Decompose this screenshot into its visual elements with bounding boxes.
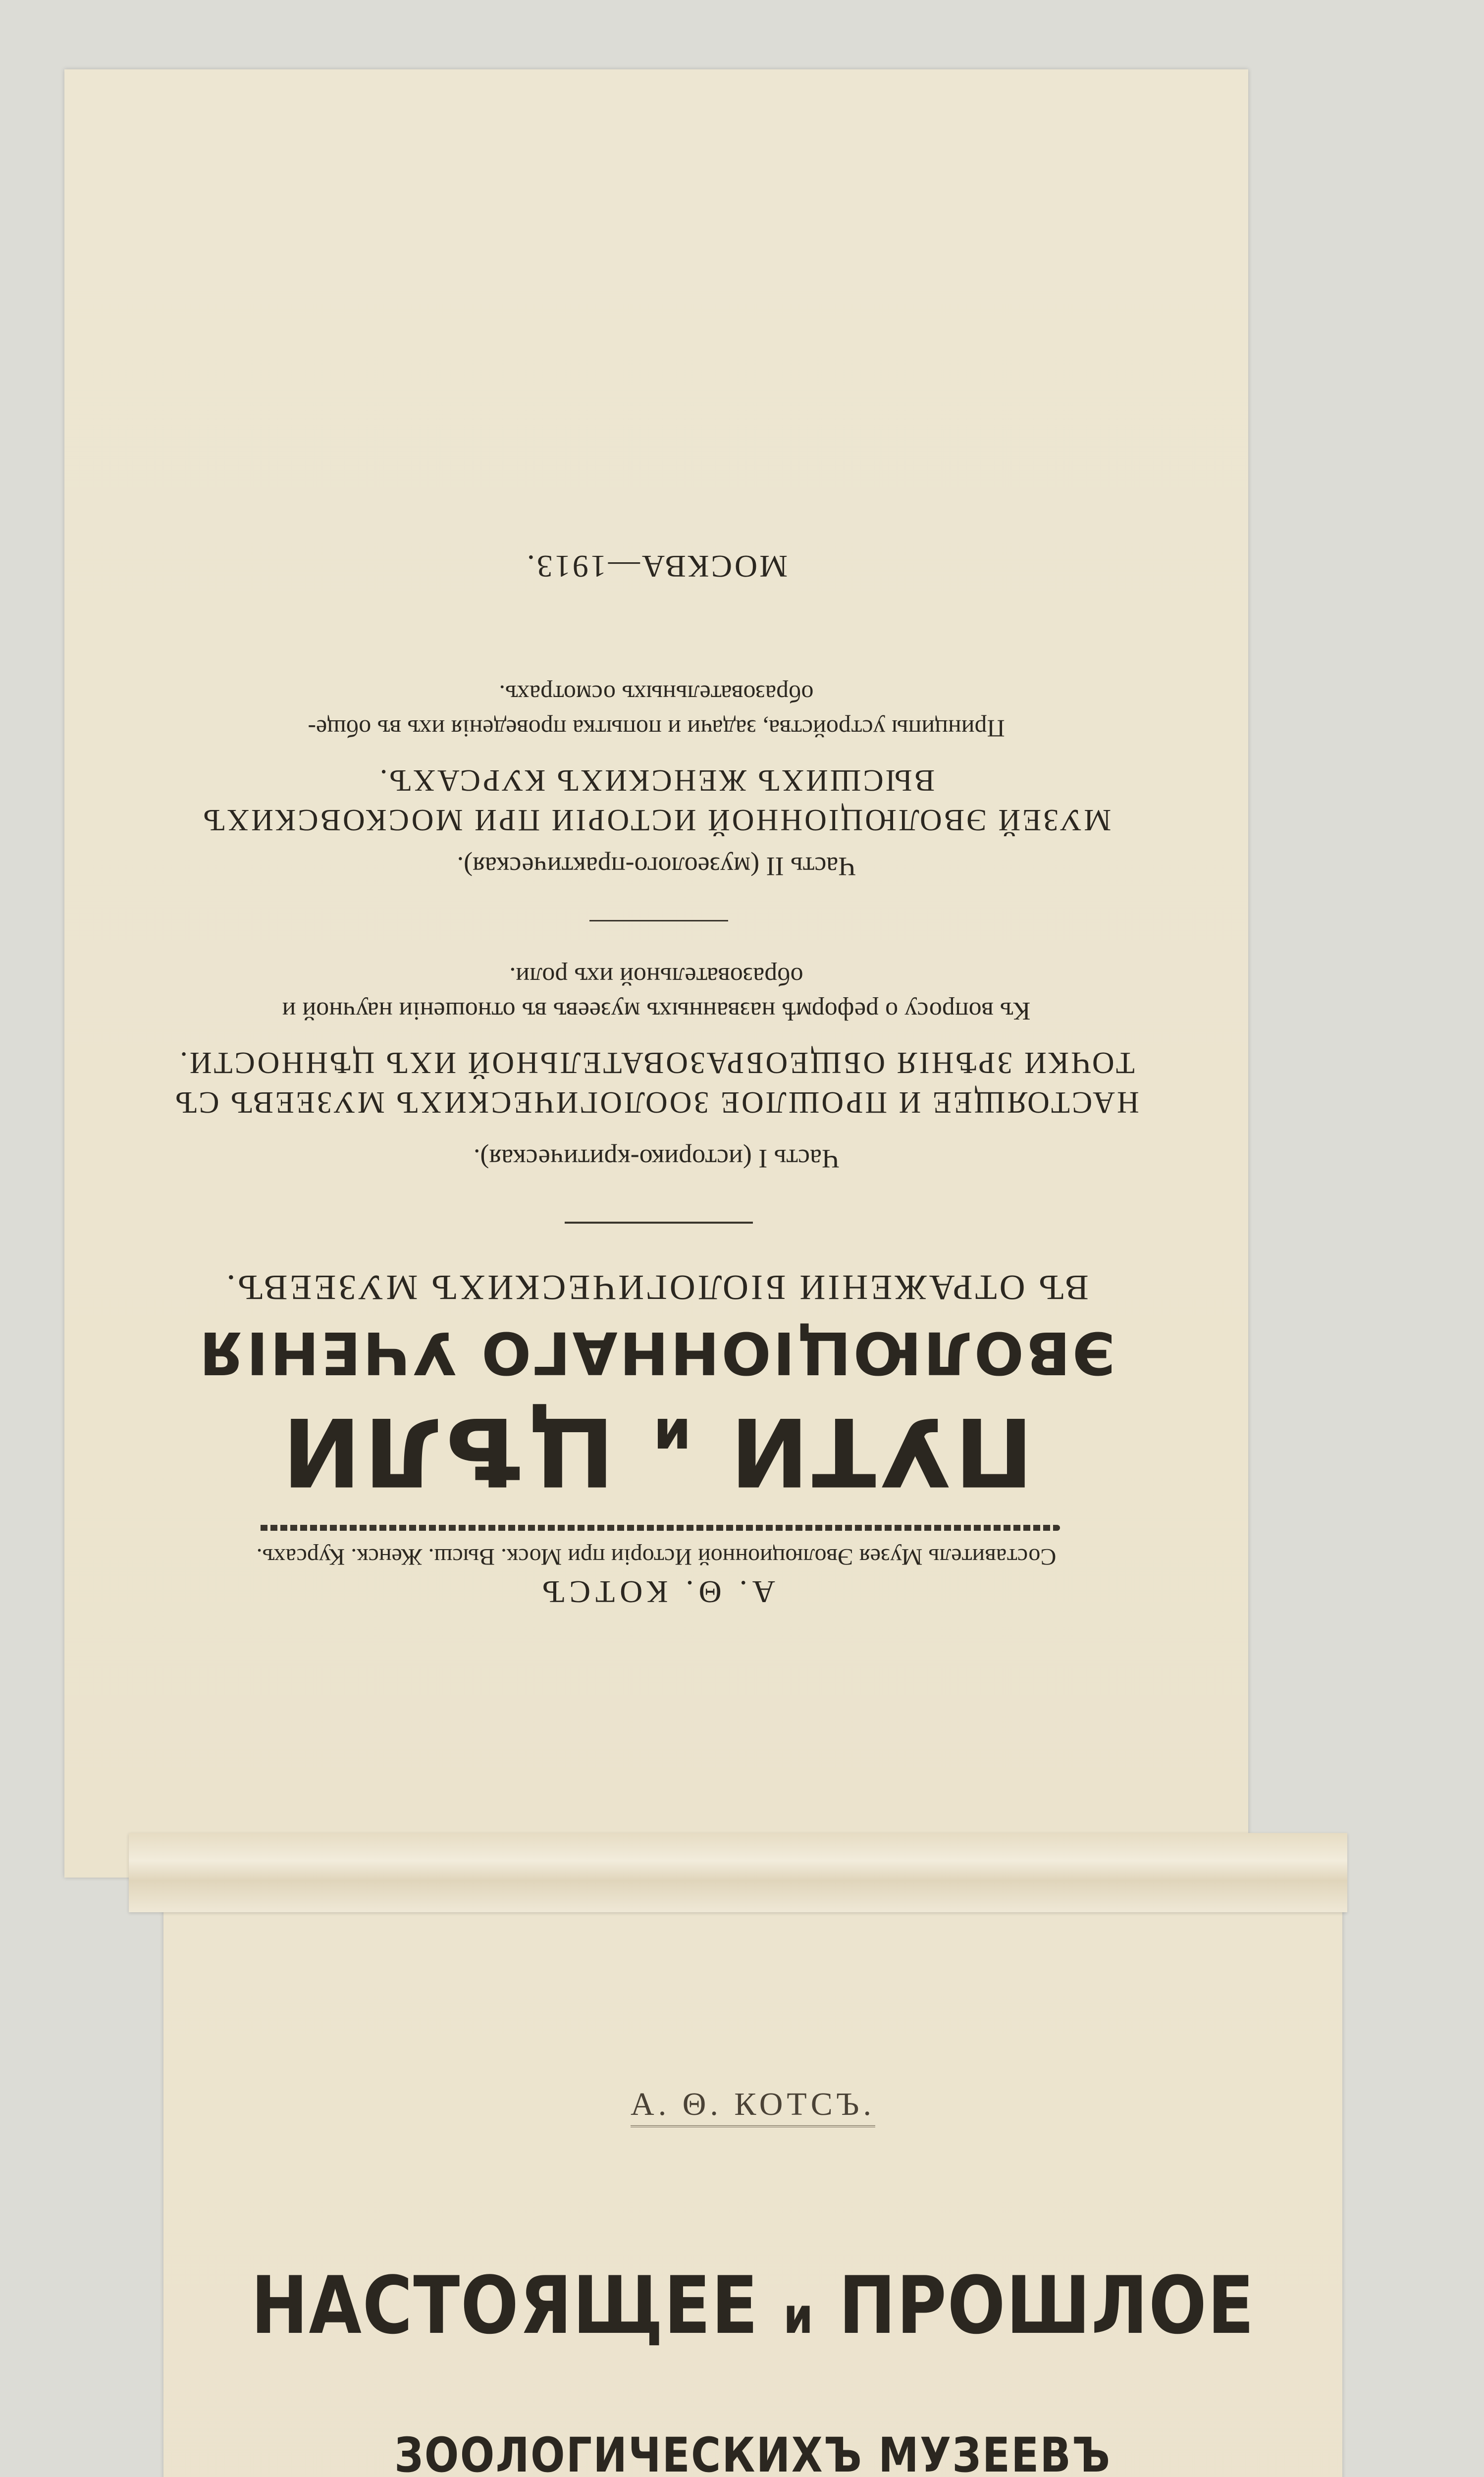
page-title <box>246 2259 1260 2352</box>
title-page-sheet <box>163 1878 1342 2477</box>
cover-part2-note2: образовательныхъ осмотрахъ. <box>499 680 814 708</box>
page-title-and: и <box>783 2287 814 2345</box>
cover-title-and: и <box>650 1406 691 1469</box>
cover-title-main: ПУТИ <box>727 1397 1034 1506</box>
page-subtitle: ЗООЛОГИЧЕСКИХЪ МУЗЕЕВЪ <box>394 2427 1112 2477</box>
cover-part2-line1: МУЗЕЙ ЭВОЛЮЦІОННОЙ ИСТОРІИ ПРИ МОСКОВСКИХЪ <box>201 803 1112 837</box>
cover-part1-note2: образовательной ихъ роли. <box>509 962 803 990</box>
cover-part1-heading: Часть I (историко-критическая). <box>473 1144 840 1174</box>
cover-subtitle-2: ВЪ ОТРАЖЕНІИ БІОЛОГИЧЕСКИХЪ МУЗЕЕВЪ. <box>224 1268 1089 1307</box>
cover-part2-note1: Принципы устройства, задачи и попытка проведенія ихъ въ обще- <box>308 715 1005 743</box>
cover-part2-line2: ВЫСШИХЪ ЖЕНСКИХЪ КУРСАХЪ. <box>377 763 935 797</box>
cover-author-role: Составитель Музея Эволюционной Исторіи при Моск. Высш. Женск. Курсахъ. <box>256 1544 1057 1570</box>
cover-title <box>64 1397 1248 1506</box>
cover-part1-note1: Къ вопросу о реформѣ названныхъ музеевъ въ отношеніи научной и <box>282 997 1031 1025</box>
cover-part1-line2: ТОЧКИ ЗРѢНІЯ ОБЩЕОБРАЗОВАТЕЛЬНОЙ ИХЪ ЦѢННОСТИ. <box>178 1046 1135 1079</box>
cover-rule-1 <box>565 1222 753 1224</box>
title-author-text: А. Θ. КОТСЪ. <box>631 2086 875 2127</box>
cover-rule-2 <box>589 920 728 921</box>
cover-city-year: МОСКВА—1913. <box>525 549 788 584</box>
page-title-b: ПРОШЛОЕ <box>839 2259 1255 2352</box>
cover-part2-heading: Часть II (музеолого-практическая). <box>457 852 856 881</box>
page-title-a: НАСТОЯЩЕЕ <box>251 2259 759 2352</box>
cover-subtitle: ЭВОЛЮЦІОННАГО УЧЕНІЯ <box>197 1319 1115 1387</box>
upside-down-cover <box>64 69 1248 1878</box>
title-author <box>163 2086 1342 2123</box>
cover-author: А. Θ. КОТСЪ <box>537 1574 775 1610</box>
cover-wavy-rule <box>258 1525 1060 1531</box>
cover-title-end: ЦѢЛИ <box>279 1397 615 1506</box>
cover-part1-line1: НАСТОЯЩЕЕ И ПРОШЛОЕ ЗООЛОГИЧЕСКИХЪ МУЗЕЕВЪ СЪ <box>173 1085 1139 1119</box>
